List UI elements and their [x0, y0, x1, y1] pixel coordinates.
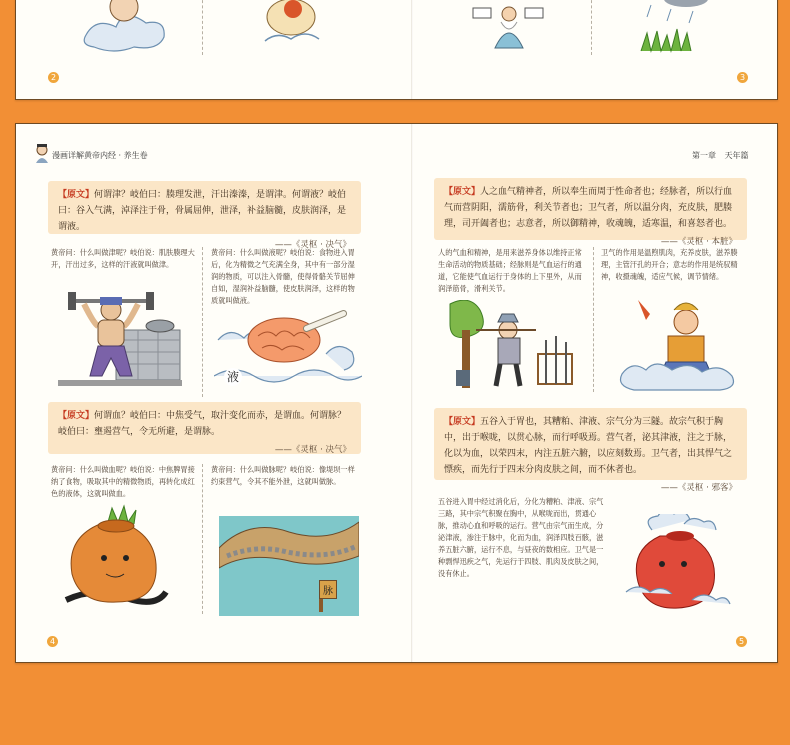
quote-tag: 【原文】 — [444, 417, 481, 427]
translation-paragraph: 五谷进入胃中经过消化后，分化为糟粕、津液、宗气三路，其中宗气积聚在胸中，从喉咙而出，贯通心脉，推动心血和呼吸的运行。营气由宗气而生成，分泌津液，渗注于脉中，化而为血，润泽四肢百骸，滋养五脏六腑，运行不息，与昼夜的数相应。卫气是一种剽悍迅疾之气，先运行于四肢、肌肉及皮肤之间，没有休止。 — [438, 497, 604, 578]
liquid-label: 液 — [224, 368, 242, 386]
quote-text: 人之血气精神者，所以奉生而周于性命者也；经脉者，所以行血气而营阴阳，濡筋骨，利关节者也；卫气者，所以温分肉，充皮肤，肥腠理，司开阖者也；志意者，所以御精神，收魂魄，适寒温，和喜怒者也。 — [444, 187, 733, 229]
cloud-illustration — [76, 0, 176, 53]
translation-paragraph: 卫气的作用是温煦肌肉，充养皮肤，滋养腠理，主管汗孔的开合；意志的作用是统驭精神，收摄魂魄，适应气候，调节情绪。 — [601, 248, 738, 281]
page-gutter — [411, 0, 413, 99]
column-divider — [202, 247, 203, 397]
scholar-logo-icon — [34, 144, 50, 164]
quote-source: ——《灵枢 · 决气》 — [274, 240, 351, 250]
red-stomach-illustration — [622, 514, 732, 614]
quote-source: ——《灵枢 · 决气》 — [274, 445, 351, 455]
page-gutter — [411, 124, 413, 662]
book-title-header: 漫画详解黄帝内经 · 养生卷 — [52, 151, 148, 160]
bottom-book-spread — [15, 123, 778, 663]
translation-paragraph: 黄帝问：什么叫做血呢？岐伯说：中焦脾胃接纳了食物，吸取其中的精微物质，再转化成红色的液体，这就叫做血。 — [51, 465, 195, 498]
quote-text: 五谷入于胃也，其糟粕、津液、宗气分为三隧。故宗气积于胸中，出于喉咙，以贯心脉，而行呼吸焉。营气者，泌其津液，注之于脉，化以为血，以荣四末，内注五脏六腑，以应刻数焉。卫气者，出其悍气之慓疾，而先行于四末分肉皮肤之间，而不休者也。 — [444, 417, 733, 475]
quote-source: ——《灵枢 · 邪客》 — [660, 483, 737, 493]
riverbank-illustration — [219, 516, 359, 616]
quote-text: 何谓津？岐伯曰：腠理发泄，汗出溱溱，是谓津。何谓液？岐伯曰：谷入气满，淖泽注于骨，骨属屈伸，泄泽，补益脑髓，皮肤润泽，是谓液。 — [58, 190, 347, 232]
original-text-quote-box — [434, 178, 747, 247]
page-number: 3 — [737, 72, 748, 83]
column-divider — [593, 247, 594, 392]
page-number: 2 — [48, 72, 59, 83]
original-text-quote-box — [48, 181, 361, 250]
pulse-signpost-label: 脉 — [319, 580, 337, 599]
translation-paragraph: 人的气血和精神，是用来滋养身体以维持正常生命活动的物质基础；经脉则是气血运行的通道，它能使气血运行于身体的上下里外，从而润泽筋骨，滑利关节。 — [438, 248, 582, 293]
column-divider — [591, 0, 592, 55]
stomach-pot-illustration — [56, 504, 176, 614]
original-text-quote-box — [434, 408, 747, 493]
original-text-quote-box — [48, 402, 361, 454]
rain-grass-illustration — [631, 0, 721, 53]
warrior-tree-illustration — [446, 300, 576, 392]
page-number: 4 — [47, 636, 58, 647]
translation-paragraph: 黄帝问：什么叫做津呢？岐伯说：肌肤腠理大开，汗出过多，这样的汗液就叫做津。 — [51, 248, 195, 269]
quote-source: ——《灵枢 · 本脏》 — [660, 237, 737, 247]
quote-tag: 【原文】 — [58, 190, 95, 200]
page-number: 5 — [736, 636, 747, 647]
translation-paragraph: 黄帝问：什么叫做液呢？岐伯说：食物进入胃后，化为精微之气充满全身，其中有一部分湿润的物质，可以注入骨髓，使得骨骼关节屈伸自如，湿润补益脑髓，使皮肤润泽，这样的物质就叫做液。 — [211, 248, 355, 305]
quote-tag: 【原文】 — [58, 411, 95, 421]
chapter-label: 第一章 — [692, 151, 716, 160]
translation-paragraph: 黄帝问：什么叫做脉呢？岐伯说：像堤坝一样约束营气，令其不能外泄，这就叫做脉。 — [211, 465, 355, 486]
column-divider — [202, 464, 203, 614]
chapter-header — [692, 150, 749, 161]
section-label: 天年篇 — [724, 151, 749, 160]
cartoon-character-illustration — [251, 0, 331, 51]
quote-text: 何谓血？岐伯曰：中焦受气，取汁变化而赤，是谓血。何谓脉？岐伯曰：壅遏营气，令无所避，是谓脉。 — [58, 411, 347, 437]
old-man-illustration — [471, 0, 551, 52]
general-on-cloud-illustration — [616, 296, 748, 392]
top-book-spread — [15, 0, 778, 100]
weightlifter-illustration — [54, 282, 186, 392]
quote-tag: 【原文】 — [444, 187, 481, 197]
column-divider — [202, 0, 203, 55]
